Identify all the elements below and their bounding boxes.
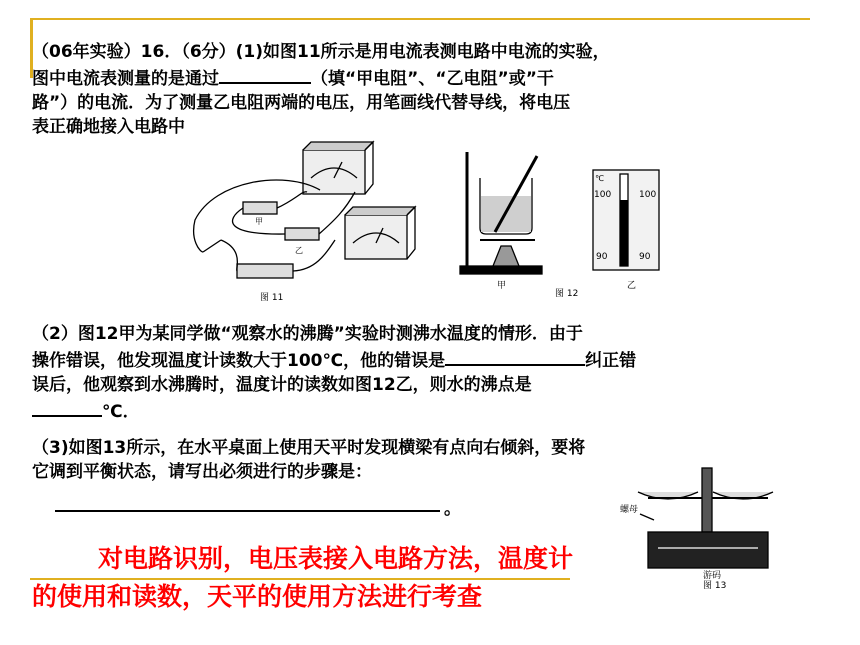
ammeter-body xyxy=(303,150,365,194)
thermo-90-left: 90 xyxy=(596,252,608,262)
figure-11-circuit xyxy=(185,140,420,305)
q2-line-4 xyxy=(32,397,636,424)
question-part-3 xyxy=(32,436,585,484)
q2-line-2 xyxy=(32,346,636,373)
q1-line-2a: 图中电流表测量的是通过 xyxy=(32,69,219,89)
q3-end-mark: 。 xyxy=(444,499,461,519)
answer-blank-1 xyxy=(219,64,311,84)
thermo-100-left: 100 xyxy=(594,190,612,200)
voltmeter-body xyxy=(345,215,407,259)
answer-blank-3 xyxy=(32,397,102,417)
q1-line-2b: （填“甲电阻”、“乙电阻”或”干 xyxy=(311,69,554,89)
figure-12-boiling xyxy=(455,148,670,303)
stand-base xyxy=(460,266,542,274)
fig13-youma: 游码 xyxy=(703,571,722,581)
slide-top-rule xyxy=(30,18,810,20)
fig11-label-jia: 甲 xyxy=(255,217,263,226)
fig13-luomu: 螺母 xyxy=(620,505,639,515)
fig11-caption: 图 11 xyxy=(260,293,284,303)
fig12-jia: 甲 xyxy=(497,281,507,291)
q1-line-1: （06年实验）16．（6分）(1)如图11所示是用电流表测电路中电流的实验， xyxy=(32,42,610,62)
luomu-pointer xyxy=(640,514,654,520)
question-part-1 xyxy=(32,40,610,139)
balance-base xyxy=(648,532,768,568)
q2-line-1: （2）图12甲为某同学做“观察水的沸腾”实验时测沸水温度的情形．由于 xyxy=(32,324,583,344)
q1-line-4: 表正确地接入电路中 xyxy=(32,117,185,137)
q3-line-1: （3)如图13所示，在水平桌面上使用天平时发现横梁有点向右倾斜，要将 xyxy=(32,438,586,458)
q2-line-3: 误后，他观察到水沸腾时，温度计的读数如图12乙，则水的沸点是 xyxy=(32,375,532,395)
fig12-yi: 乙 xyxy=(627,281,637,291)
q2-line-2b: 纠正错 xyxy=(585,351,637,371)
resistor-jia xyxy=(243,202,277,214)
q2-line-4-unit: ℃． xyxy=(102,402,140,422)
summary-line-1: 对电路识别，电压表接入电路方法，温度计 xyxy=(98,544,574,573)
thermo-unit: ℃ xyxy=(595,174,604,183)
q3-line-2: 它调到平衡状态，请写出必须进行的步骤是： xyxy=(32,462,372,482)
summary-line-2: 的使用和读数，天平的使用方法进行考查 xyxy=(32,582,483,611)
answer-blank-4 xyxy=(55,510,440,512)
fig12-caption: 图 12 xyxy=(555,289,579,299)
summary-note xyxy=(32,540,573,616)
q2-line-2a: 操作错误，他发现温度计读数大于100℃，他的错误是 xyxy=(32,351,446,371)
burner xyxy=(493,246,519,266)
q1-line-3: 路”）的电流．为了测量乙电阻两端的电压，用笔画线代替导线，将电压 xyxy=(32,93,571,113)
question-part-2 xyxy=(32,322,636,424)
battery xyxy=(237,264,293,278)
thermo-90-right: 90 xyxy=(639,252,651,262)
switch xyxy=(203,240,221,252)
fig13-caption: 图 13 xyxy=(703,581,727,590)
figure-13-balance xyxy=(618,458,798,590)
q1-line-2 xyxy=(32,64,610,91)
answer-blank-2 xyxy=(445,346,585,366)
resistor-yi xyxy=(285,228,319,240)
pillar xyxy=(702,468,712,532)
fig11-label-yi: 乙 xyxy=(295,246,303,255)
thermo-100-right: 100 xyxy=(639,190,657,200)
